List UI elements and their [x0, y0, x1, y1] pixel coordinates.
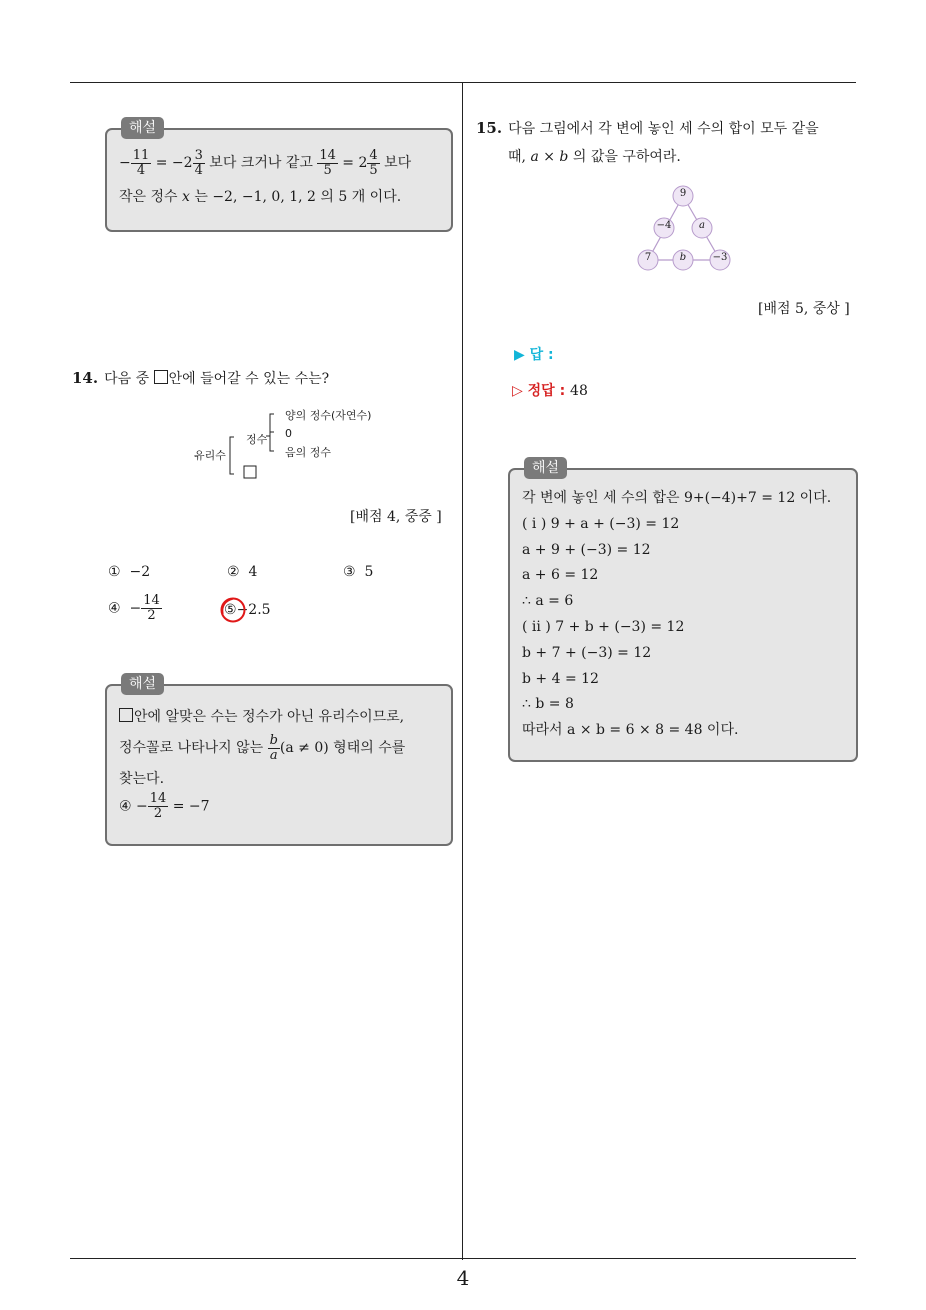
choice-2[interactable]: ② 4 — [227, 564, 258, 580]
label-integer: 정수 — [246, 433, 268, 446]
rational-number-diagram — [190, 404, 390, 484]
question-number: 14. — [72, 369, 99, 387]
label-rational: 유리수 — [194, 449, 226, 462]
answer-label: ▶ 답 : — [514, 347, 554, 363]
explanation-14-line3: 찾는다. — [119, 771, 165, 787]
explanation-box-15 — [508, 460, 858, 762]
node-bottom-left: 7 — [644, 252, 652, 263]
question-14: 14. 다음 중 안에 들어갈 수 있는 수는? — [72, 369, 330, 387]
explanation-14-line2: 정수꼴로 나타나지 않는 $\frac{b}{a}$ (a ≠ 0) 형태의 수를 — [119, 732, 406, 763]
selected-circle-icon — [219, 596, 247, 624]
triangle-diagram — [630, 182, 740, 274]
node-bottom-right: −3 — [712, 252, 728, 263]
explanation-15-line: ( i ) 9 + a + (−3) = 12 — [522, 515, 680, 532]
node-mid-right: a — [699, 220, 705, 231]
node-mid-left: −4 — [656, 220, 672, 231]
explanation-14-line4: ④ − $\frac{14}{2}$ = −7 — [119, 791, 210, 821]
question-15: 15. 다음 그림에서 각 변에 놓인 세 수의 합이 모두 같을 때, a × b 의 값을 구하여라. — [476, 119, 819, 165]
blank-square-icon — [119, 708, 133, 722]
explanation-15-line: ∴ b = 8 — [522, 696, 574, 713]
explanation-15-line: b + 7 + (−3) = 12 — [522, 644, 652, 661]
explanation-14-line1: 안에 알맞은 수는 정수가 아닌 유리수이므로, — [119, 704, 439, 730]
choice-3[interactable]: ③ 5 — [343, 564, 374, 580]
explanation-tag: 해설 — [121, 117, 164, 139]
blank-square-icon — [154, 370, 168, 384]
node-top: 9 — [679, 188, 687, 199]
question-14-meta: [배점 4, 중중 ] — [350, 509, 442, 525]
explanation-box-13 — [105, 120, 453, 232]
explanation-box-14 — [105, 676, 453, 846]
explanation-15-line: a + 9 + (−3) = 12 — [522, 541, 651, 558]
explanation-13-line1: − $\frac{11}{4}$ = −2 $\frac{3}{4}$ 보다 크거나 같고 $\frac{14}{5}$ = 2 $\frac{4}{5}$ 보다 — [119, 147, 412, 178]
question-number: 15. — [476, 119, 503, 137]
page-number: 4 — [456, 1266, 470, 1290]
label-positive-integer: 양의 정수(자연수) — [285, 409, 372, 422]
column-divider — [462, 82, 463, 1260]
question-15-meta: [배점 5, 중상 ] — [758, 301, 850, 317]
explanation-15-line: ∴ a = 6 — [522, 593, 574, 610]
explanation-15-line: 따라서 a × b = 6 × 8 = 48 이다. — [522, 722, 739, 739]
node-bottom-mid: b — [679, 252, 687, 263]
explanation-13-line2: 작은 정수 x 는 −2, −1, 0, 1, 2 의 5 개 이다. — [119, 189, 402, 205]
explanation-15-line: 각 변에 놓인 세 수의 합은 9+(−4)+7 = 12 이다. — [522, 490, 832, 506]
explanation-15-line: a + 6 = 12 — [522, 567, 599, 584]
choice-5[interactable]: ⑤−2.5 — [224, 602, 271, 618]
label-negative-integer: 음의 정수 — [285, 446, 332, 459]
explanation-tag: 해설 — [524, 457, 567, 479]
label-zero: 0 — [285, 427, 292, 440]
footer-rule — [70, 1258, 856, 1259]
header-rule — [70, 82, 856, 83]
correct-answer: ▷ 정답 : 48 — [512, 383, 588, 399]
explanation-tag: 해설 — [121, 673, 164, 695]
choice-1[interactable]: ① −2 — [108, 564, 151, 580]
diagram-brackets — [190, 404, 390, 484]
explanation-15-line: b + 4 = 12 — [522, 670, 599, 687]
choice-4[interactable]: ④ − $\frac{14}{2}$ — [108, 593, 160, 623]
explanation-15-line: ( ii ) 7 + b + (−3) = 12 — [522, 618, 685, 635]
correct-answer-value: 48 — [570, 383, 588, 399]
